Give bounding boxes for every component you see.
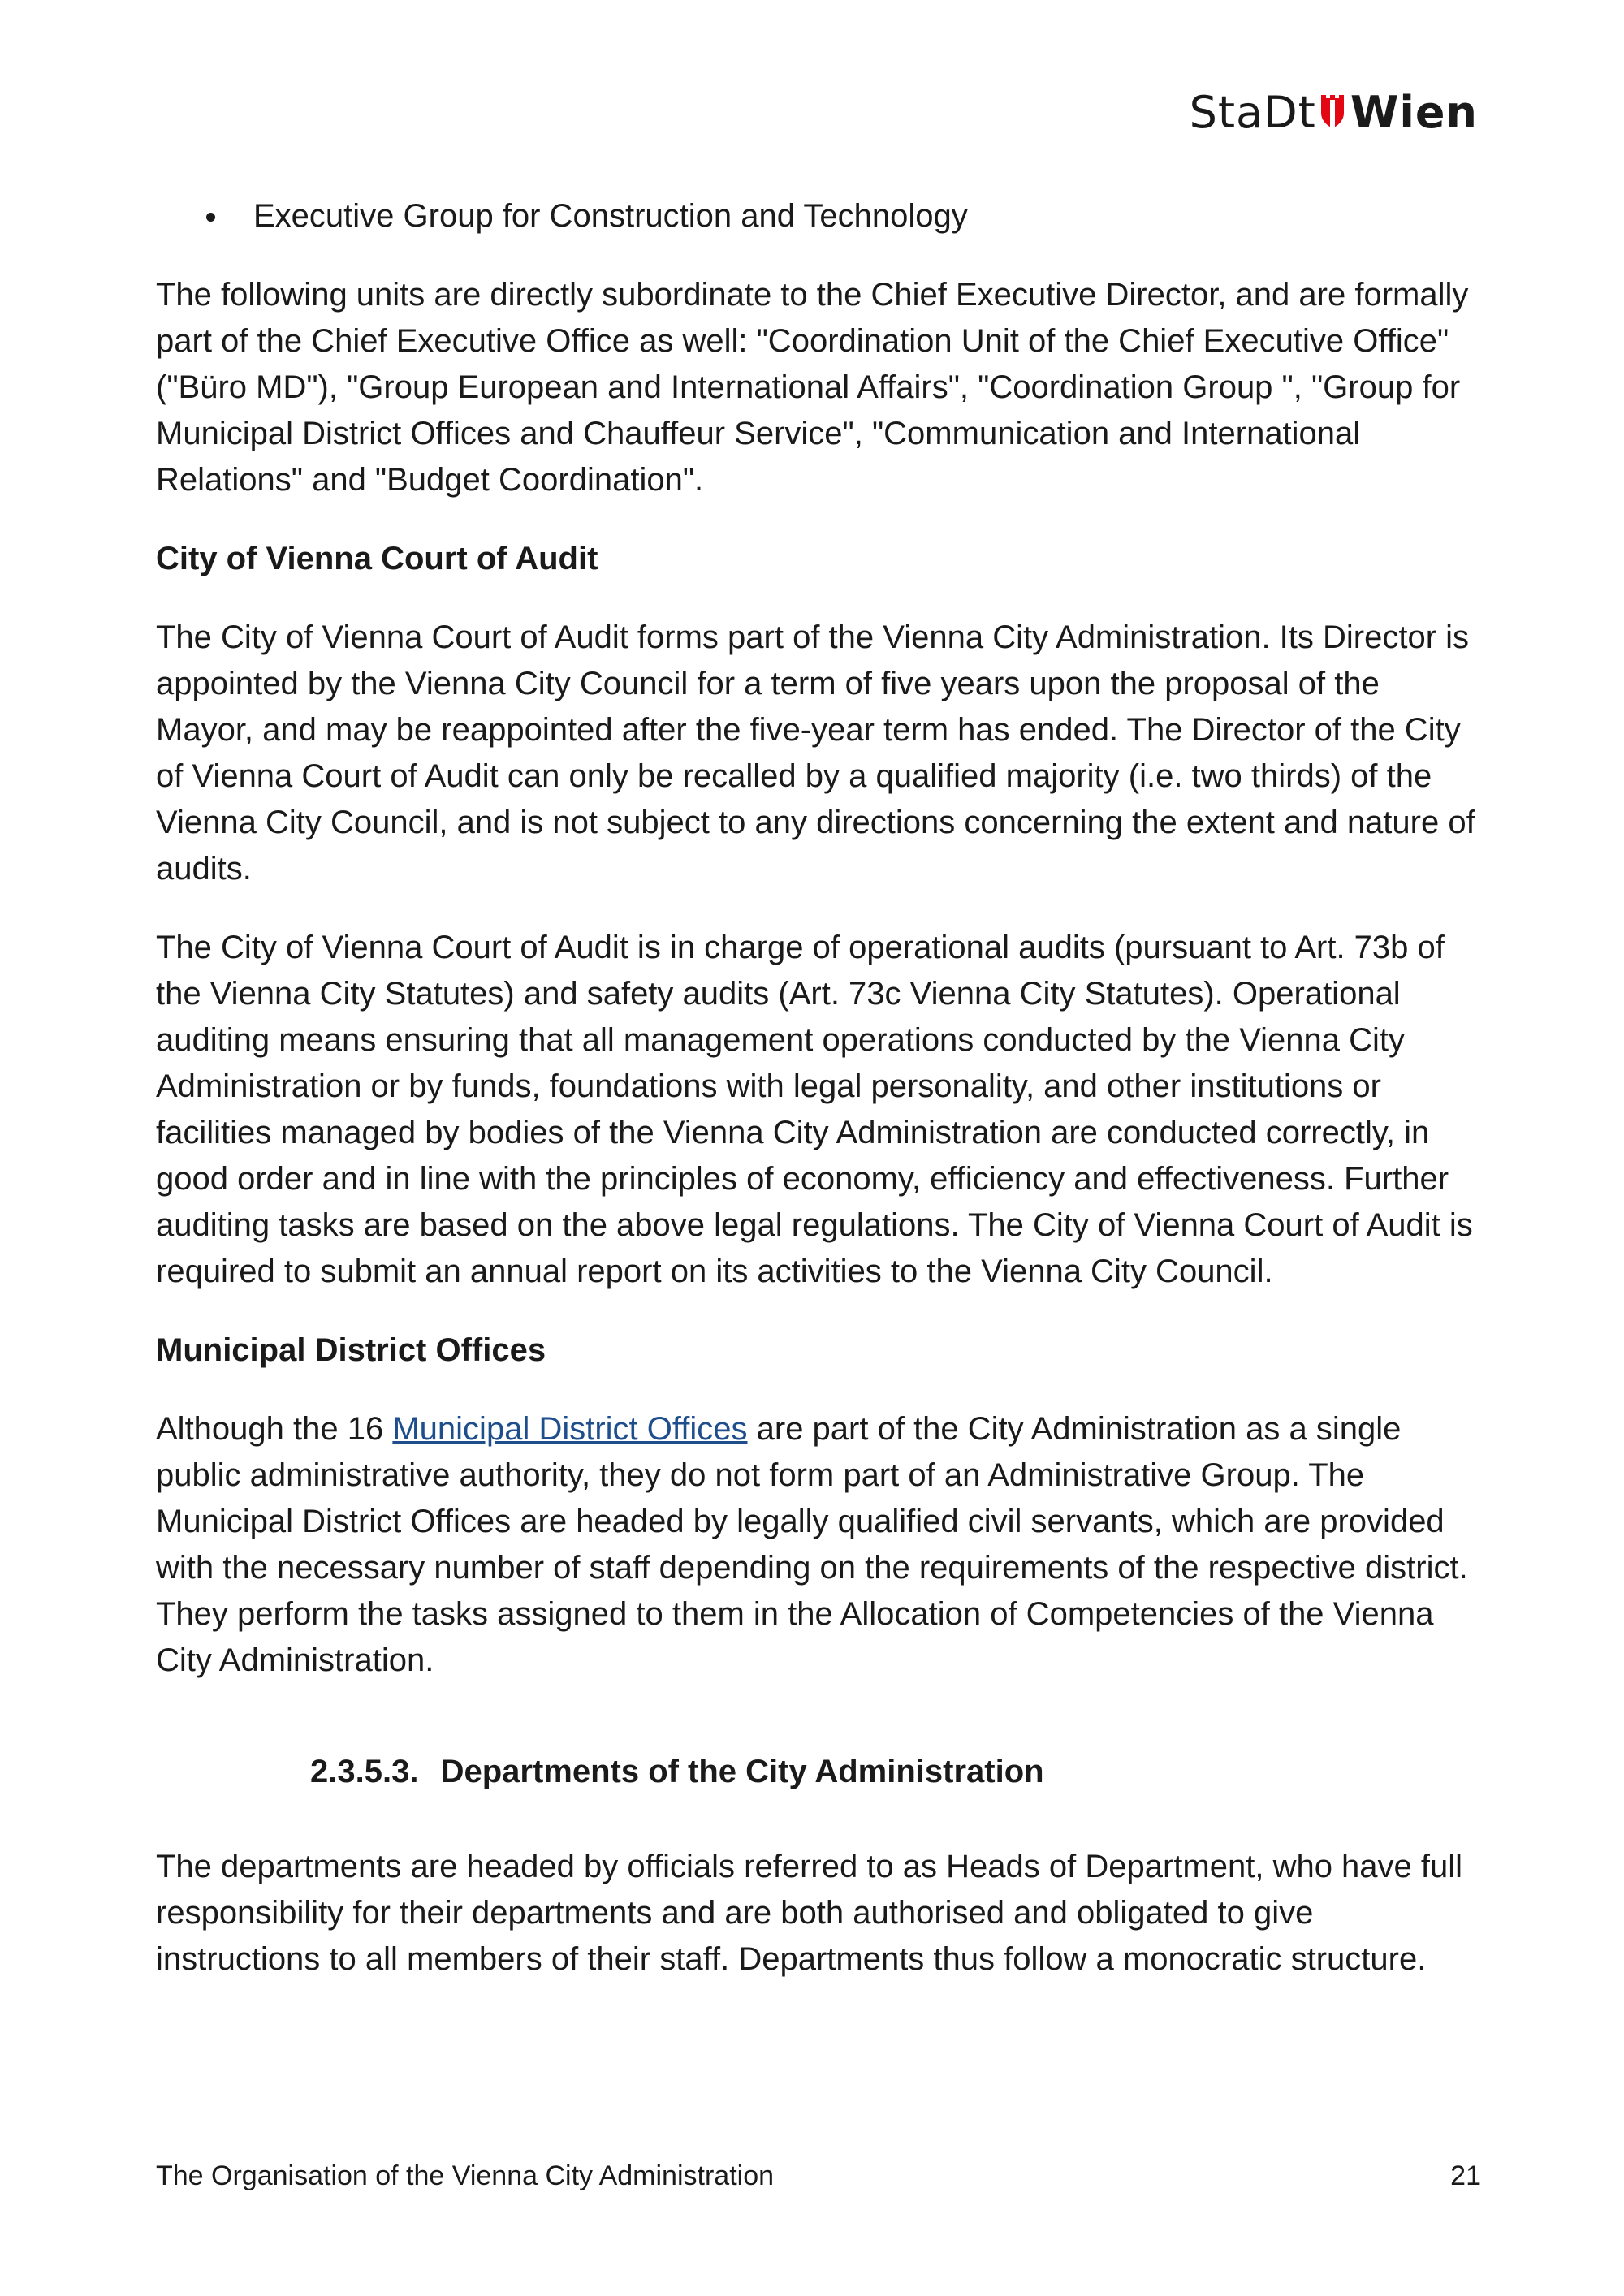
district-text-after: are part of the City Administration as a single public administrative authority, they do not form part of an Administrative Group. The Municipal District Offices are headed by legally qualified civil servants, which are provided with the necessary number of staff depending on the requirements of the respective district. They perform the tasks assigned to them in the Allocation of Competencies of the Vienna City Administration.	[156, 1411, 1468, 1678]
vienna-crest-icon	[1320, 95, 1345, 129]
stadt-wien-logo	[1190, 88, 1478, 136]
section-number: 2.3.5.3.	[310, 1754, 419, 1789]
footer-title: The Organisation of the Vienna City Administration	[156, 2160, 775, 2191]
logo-wien-text: Wien	[1350, 86, 1478, 138]
court-of-audit-paragraph-2: The City of Vienna Court of Audit is in charge of operational audits (pursuant to Art. 73b of the Vienna City Statutes) and safety audits (Art. 73c Vienna City Statutes). Operational auditing means ensuring that all management operations conducted by the Vienna City Administration or by funds, foundations with legal personality, and other institutions or facilities managed by bodies of the Vienna City Administration are conducted correctly, in good order and in line with the principles of economy, efficiency and effectiveness. Further auditing tasks are based on the above legal regulations. The City of Vienna Court of Audit is required to submit an annual report on its activities to the Vienna City Council.	[156, 930, 1473, 1289]
section-title: Departments of the City Administration	[440, 1754, 1044, 1789]
departments-paragraph: The departments are headed by officials referred to as Heads of Department, who have full responsibility for their departments and are both authorised and obligated to give instructions to all members of their staff. Departments thus follow a monocratic structure.	[156, 1849, 1463, 1977]
district-offices-paragraph	[156, 1406, 1481, 1684]
municipal-district-offices-link[interactable]: Municipal District Offices	[392, 1411, 748, 1447]
district-text-before: Although the 16	[156, 1411, 393, 1447]
list-item-text: Executive Group for Construction and Technology	[253, 198, 968, 234]
bullet-list	[156, 193, 1481, 240]
page-footer	[156, 2156, 1481, 2195]
court-of-audit-heading: City of Vienna Court of Audit	[156, 541, 598, 576]
section-heading	[156, 1749, 1481, 1795]
list-item	[156, 193, 1481, 240]
page-number: 21	[1450, 2160, 1481, 2191]
court-of-audit-paragraph-1: The City of Vienna Court of Audit forms part of the Vienna City Administration. Its Director is appointed by the Vienna City Council for a term of five years upon the proposal of the Mayor, and may be reappointed after the five-year term has ended. The Director of the City of Vienna Court of Audit can only be recalled by a qualified majority (i.e. two thirds) of the Vienna City Council, and is not subject to any directions concerning the extent and nature of audits.	[156, 619, 1475, 887]
district-offices-heading: Municipal District Offices	[156, 1332, 546, 1368]
bullet-icon	[206, 213, 215, 222]
main-content	[156, 193, 1481, 2015]
subordinate-units-paragraph: The following units are directly subordinate to the Chief Executive Director, and are formally part of the Chief Executive Office as well: "Coordination Unit of the Chief Executive Office" ("Büro MD"), "Group European and International Affairs", "Coordination Group ", "Group for Municipal District Offices and Chauffeur Service", "Communication and International Relations" and "Budget Coordination".	[156, 277, 1469, 498]
logo-stadt-text: StaDt	[1189, 86, 1316, 138]
